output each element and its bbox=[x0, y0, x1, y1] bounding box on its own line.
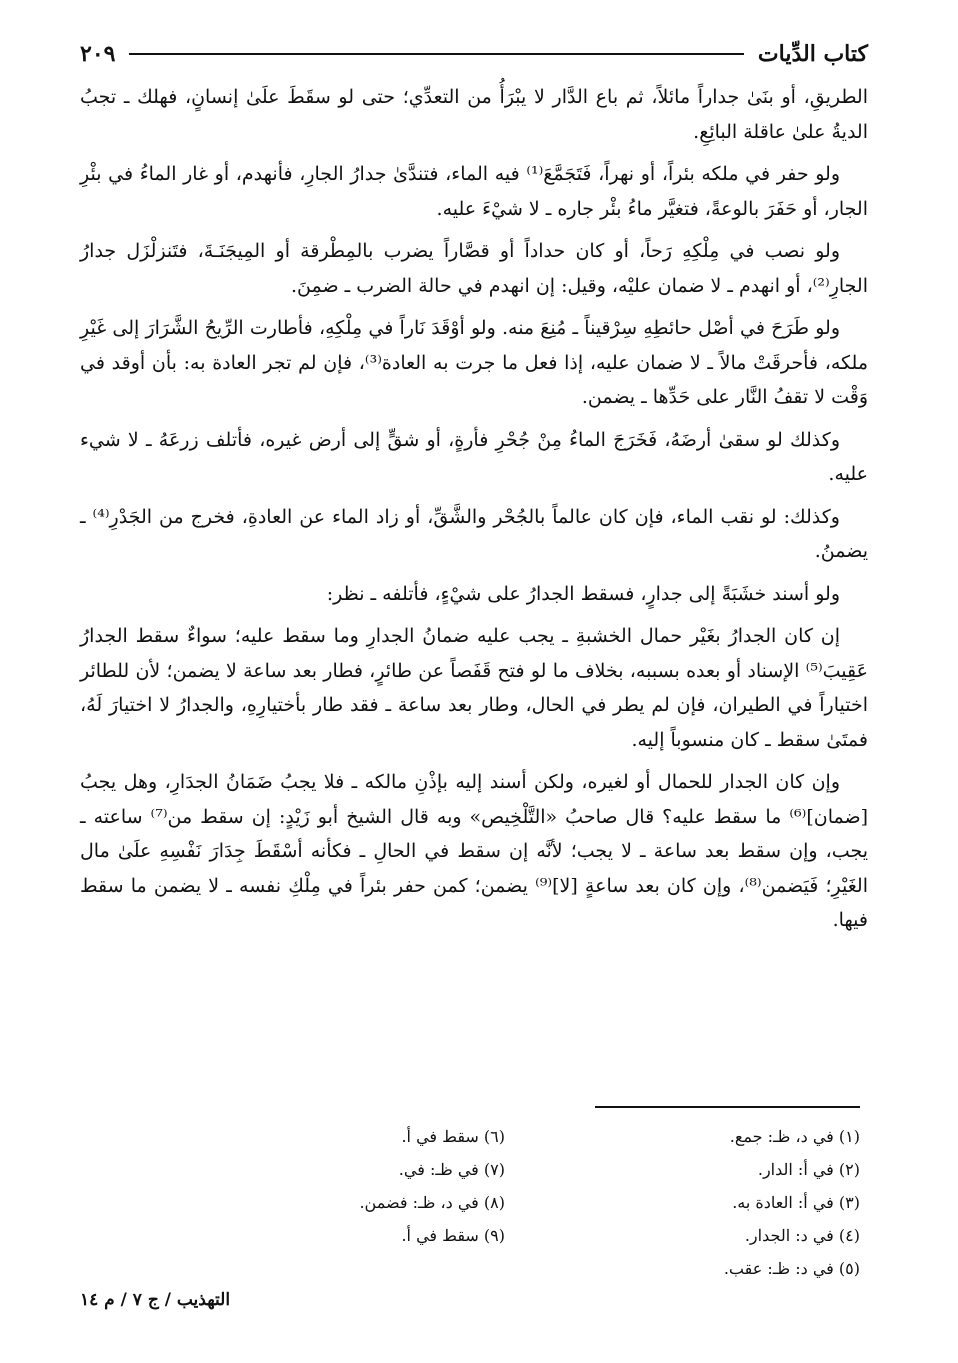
footnote-separator bbox=[595, 1106, 860, 1108]
footnotes-right-column bbox=[505, 1120, 860, 1280]
footnote: (٨) في د، ظـ: فضمن. bbox=[359, 1193, 505, 1212]
paragraph: ولو طَرَحَ في أصْل حائطِهِ سِرْقيناً ـ مُنِعَ منه. ولو أوْقَدَ نَاراً في مِلْكِهِ، فأطارت الرِّيحُ الشَّرَارَ إلى غَيْرِ ملكه، فأحرقَتْ مالاً ـ لا ضمان عليه، إذا فعل ما جرت به العادة⁽³⁾، فإن لم تجر العادة به: بأن أوقد في وَقْت لا تقفُ النَّار على حَدِّها ـ يضمن. bbox=[80, 317, 869, 408]
main-text bbox=[80, 80, 868, 946]
running-header bbox=[80, 34, 868, 74]
paragraph: ولو أسند خشَبَةً إلى جدارٍ، فسقط الجدارُ على شيْءٍ، فأتلفه ـ نظر: bbox=[326, 582, 840, 605]
paragraph: وكذلك لو سقىٰ أرضَهُ، فَخَرَجَ الماءُ مِنْ جُحْرِ فأرةٍ، أو شقٍّ إلى أرض غيره، فأتلف زرعَهُ ـ لا شيء عليه. bbox=[80, 428, 868, 485]
paragraph: إن كان الجدارُ بغَيْر حمال الخشبةِ ـ يجب عليه ضمانُ الجدارِ وما سقط عليه؛ سواءٌ سقط الجدارُ عَقِيبَ⁽⁵⁾ الإسناد أو بعده بسببه، بخلاف ما لو فتح قَفَصاً عن طائرٍ، فطار بعد ساعة لا يضمن؛ لأن للطائر اختياراً في الطيران، فإن لم يطر في الحال، وطار بعد ساعة ـ فقد طار بأختيارِهِ، والجدارُ لا اختيارَ لَهُ، فمتَىٰ سقط ـ كان منسوباً إليه. bbox=[80, 625, 868, 751]
paragraph: وإن كان الجدار للحمال أو لغيره، ولكن أسند إليه بإذْنِ مالكه ـ فلا يجبُ ضَمَانُ الجدَارِ، وهل يجبُ [ضمان]⁽⁶⁾ ما سقط عليه؟ قال صاحبُ «التَّلْخِيص» وبه قال الشيخ أبو زَيْدٍ: إن سقط من⁽⁷⁾ ساعته ـ يجب، وإن سقط بعد ساعة ـ لا يجب؛ لأنَّه إن سقط في الحالِ ـ فكأنه أسْقَطَ جِدَارَ نَفْسِهِ علَىٰ مال الغَيْرِ؛ فَيَضمن⁽⁸⁾، وإن كان بعد ساعةٍ [لا]⁽⁹⁾ يضمن؛ كمن حفر بئراً في مِلْكِ نفسه ـ لا يضمن ما سقط فيها. bbox=[80, 771, 869, 931]
paragraph: وكذلك: لو نقب الماء، فإن كان عالماً بالجُحْر والشَّقِّ، أو زاد الماء عن العادةِ، فخرج من الجَدْرِ⁽⁴⁾ ـ يضمنُ. bbox=[80, 505, 868, 562]
footnote: (٢) في أ: الدار. bbox=[757, 1160, 860, 1179]
paragraph: ولو نصب في مِلْكِهِ رَحاً، أو كان حداداً أو قصَّاراً يضرب بالمِطْرقة أو المِيجَنَـةَ، فتَنزلْزَل جدارُ الجارِ⁽²⁾، أو انهدم ـ لا ضمان عليْه، وقيل: إن انهدم في حالة الضرب ـ ضمِنَ. bbox=[80, 240, 868, 297]
footnote: (٣) في أ: العادة به. bbox=[732, 1193, 860, 1212]
footnotes bbox=[150, 1120, 860, 1280]
footnotes-left-column bbox=[150, 1120, 505, 1280]
paragraph: الطريقِ، أو بنَىٰ جداراً مائلاً، ثم باع الدَّار لا يبْرَأُ من التعدِّي؛ حتى لو سقَطَ علَىٰ إنسانٍ، فهلك ـ تجبُ الديةُ علىٰ عاقلة البائِعِ. bbox=[80, 86, 868, 143]
page-number: ٢٠٩ bbox=[80, 41, 116, 67]
footnote: (١) في د، ظـ: جمع. bbox=[729, 1127, 860, 1146]
footnote: (٧) في ظـ: في. bbox=[398, 1160, 505, 1179]
paragraph: ولو حفر في ملكه بئراً، أو نهراً، فَتَجَمَّعَ⁽¹⁾ فيه الماء، فتندَّىٰ جدارُ الجارِ، فأنهدم، أو غار الماءُ في بئْرِ الجار، أو حَفَرَ بالوعةً، فتغيَّر ماءُ بئْر جاره ـ لا شيْءَ عليه. bbox=[80, 163, 868, 220]
footnote: (٦) سقط في أ. bbox=[401, 1127, 505, 1146]
header-rule bbox=[129, 53, 743, 55]
footnote: (٩) سقط في أ. bbox=[401, 1226, 505, 1245]
chapter-title: كتاب الدِّيات bbox=[757, 41, 868, 67]
footnote: (٥) في د: ظـ: عقب. bbox=[723, 1259, 860, 1278]
signature-footer: التهذيب / ج ٧ / م ١٤ bbox=[80, 1290, 231, 1310]
footnote: (٤) في د: الجدار. bbox=[744, 1226, 860, 1245]
